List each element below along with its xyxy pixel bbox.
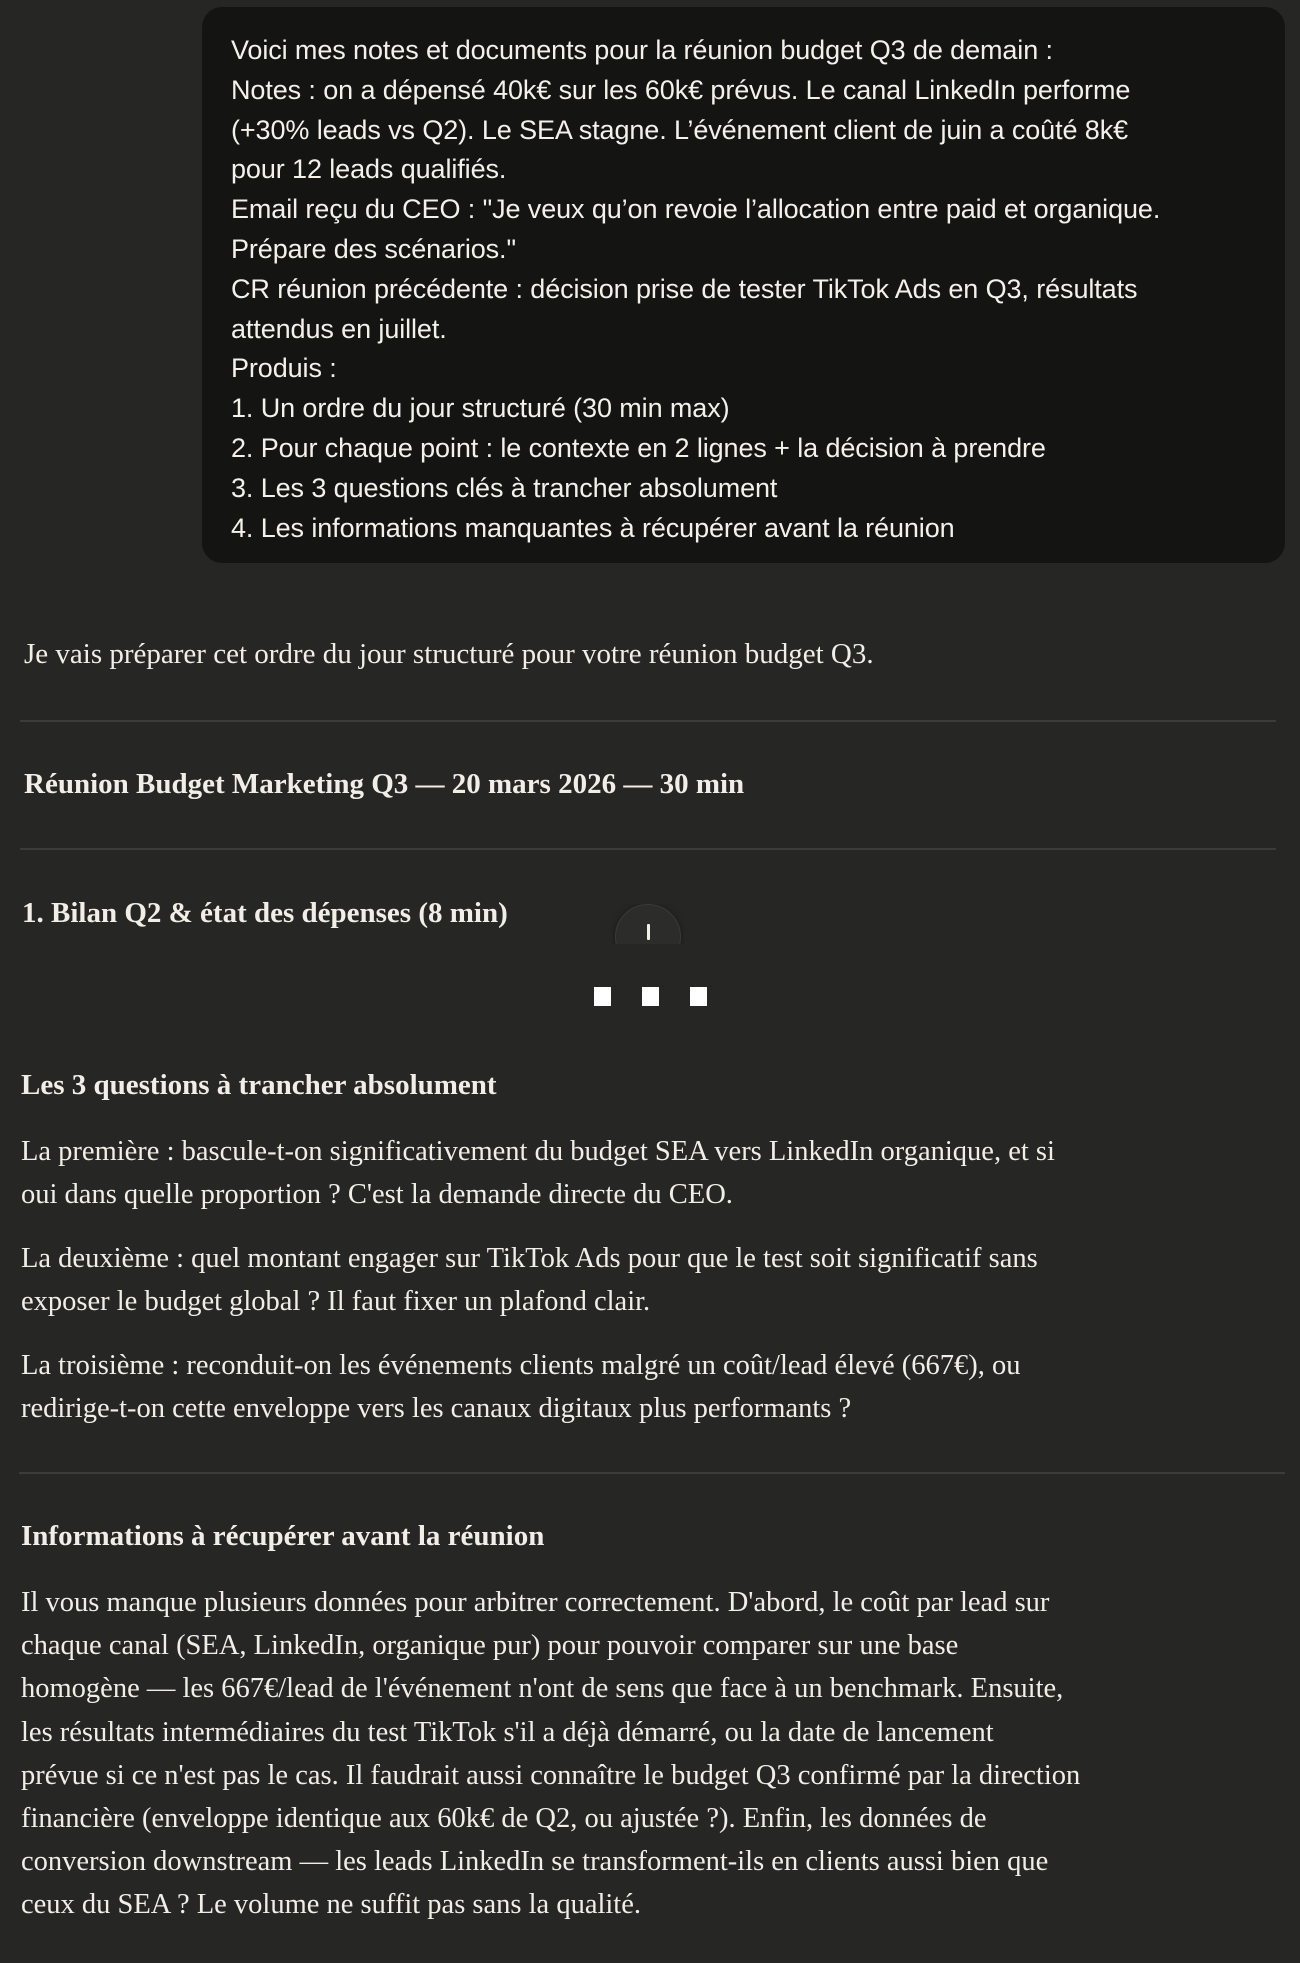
paragraph-line: La troisième : reconduit-on les événements clients malgré un coût/lead élevé (667€), ou bbox=[21, 1350, 1021, 1381]
agenda-item-heading: 1. Bilan Q2 & état des dépenses (8 min) bbox=[22, 897, 508, 929]
user-message-line: 4. Les informations manquantes à récupérer avant la réunion bbox=[231, 512, 955, 543]
user-message-line: Prépare des scénarios." bbox=[231, 233, 516, 264]
loading-dot bbox=[690, 987, 707, 1006]
paragraph-line: Il vous manque plusieurs données pour arbitrer correctement. D'abord, le coût par lead sur bbox=[21, 1587, 1050, 1618]
divider bbox=[20, 720, 1276, 722]
paragraph-line: conversion downstream — les leads LinkedIn se transforment-ils en clients aussi bien que bbox=[21, 1846, 1049, 1878]
user-message-line: pour 12 leads qualifiés. bbox=[231, 154, 507, 185]
loading-dot bbox=[642, 987, 659, 1006]
scroll-button-circle[interactable] bbox=[615, 904, 681, 944]
user-message-line: 3. Les 3 questions clés à trancher absolument bbox=[231, 472, 778, 503]
loading-dot bbox=[594, 987, 611, 1006]
assistant-intro-text: Je vais préparer cet ordre du jour structuré pour votre réunion budget Q3. bbox=[24, 638, 874, 670]
divider bbox=[20, 848, 1276, 850]
paragraph-line: prévue si ce n'est pas le cas. Il faudrait aussi connaître le budget Q3 confirmé par la direction bbox=[21, 1759, 1081, 1791]
user-message-bubble bbox=[202, 7, 1285, 563]
scroll-to-bottom-button[interactable] bbox=[612, 904, 684, 944]
loading-indicator bbox=[594, 987, 708, 1007]
paragraph-line: La deuxième : quel montant engager sur TikTok Ads pour que le test soit significatif sans bbox=[21, 1243, 1038, 1274]
user-message-line: 2. Pour chaque point : le contexte en 2 lignes + la décision à prendre bbox=[231, 432, 1046, 463]
user-message-line: 1. Un ordre du jour structuré (30 min max) bbox=[231, 393, 730, 424]
paragraph-line: chaque canal (SEA, LinkedIn, organique pur) pour pouvoir comparer sur une base bbox=[21, 1630, 959, 1662]
missing-info-heading: Informations à récupérer avant la réunion bbox=[21, 1520, 545, 1552]
user-message-line: attendus en juillet. bbox=[231, 313, 447, 344]
paragraph-line: redirige-t-on cette enveloppe vers les canaux digitaux plus performants ? bbox=[21, 1393, 852, 1425]
user-message-line: Produis : bbox=[231, 353, 337, 384]
paragraph-line: oui dans quelle proportion ? C'est la demande directe du CEO. bbox=[21, 1179, 733, 1211]
question-paragraph-2 bbox=[21, 1237, 1251, 1323]
missing-info-paragraph bbox=[21, 1581, 1251, 1927]
user-message-line: Email reçu du CEO : "Je veux qu’on revoie l’allocation entre paid et organique. bbox=[231, 194, 1161, 225]
paragraph-line: homogène — les 667€/lead de l'événement n'ont de sens que face à un benchmark. Ensuite, bbox=[21, 1673, 1064, 1705]
questions-heading: Les 3 questions à trancher absolument bbox=[21, 1069, 497, 1101]
user-message-line: (+30% leads vs Q2). Le SEA stagne. L’événement client de juin a coûté 8k€ bbox=[231, 114, 1129, 145]
user-message-line: Notes : on a dépensé 40k€ sur les 60k€ prévus. Le canal LinkedIn performe bbox=[231, 74, 1131, 105]
user-message-line: CR réunion précédente : décision prise de tester TikTok Ads en Q3, résultats bbox=[231, 273, 1138, 304]
arrow-down-icon bbox=[647, 924, 650, 940]
paragraph-line: La première : bascule-t-on significativement du budget SEA vers LinkedIn organique, et si bbox=[21, 1136, 1055, 1167]
paragraph-line: les résultats intermédiaires du test TikTok s'il a déjà démarré, ou la date de lancement bbox=[21, 1716, 994, 1748]
question-paragraph-1 bbox=[21, 1130, 1251, 1216]
question-paragraph-3 bbox=[21, 1344, 1251, 1430]
paragraph-line: ceux du SEA ? Le volume ne suffit pas sans la qualité. bbox=[21, 1889, 642, 1921]
divider bbox=[19, 1472, 1285, 1474]
paragraph-line: exposer le budget global ? Il faut fixer un plafond clair. bbox=[21, 1286, 651, 1318]
paragraph-line: financière (enveloppe identique aux 60k€ de Q2, ou ajustée ?). Enfin, les données de bbox=[21, 1803, 987, 1835]
user-message-line: Voici mes notes et documents pour la réunion budget Q3 de demain : bbox=[231, 35, 1053, 65]
document-title: Réunion Budget Marketing Q3 — 20 mars 2026 — 30 min bbox=[24, 768, 745, 800]
